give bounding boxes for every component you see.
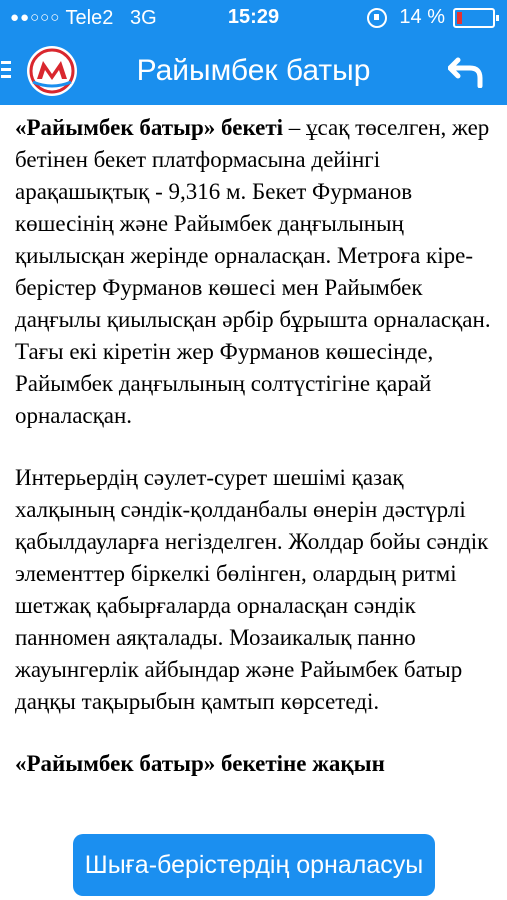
article-paragraph-1: «Райымбек батыр» бекеті – ұсақ төселген, жер бетінен бекет платформасына дейінгі арақашықтық - 9,316 м. Бекет Фурманов көшесінің және Райымбек даңғылының қиылысқан жерінде орналасқан. Метроға кіре-берістер Фурманов көшесі мен Райымбек даңғылы қиылысқан әрбір бұрышта орналасқан. Тағы екі кіретін жер Фурманов көшесінде, Райымбек даңғылының солтүстігіне қарай орналасқан. <box>15 115 491 428</box>
battery-percent: 14 % <box>399 6 445 28</box>
status-time: 15:29 <box>227 6 280 28</box>
exits-location-button[interactable]: Шыға-берістердің орналасуы <box>73 834 435 896</box>
app-header <box>0 0 507 105</box>
article-paragraph-2: Интерьердің сәулет-сурет шешімі қазақ халқының сәндік-қолданбалы өнерін дәстүрлі қабылдауларға негізделген. Жолдар бойы сәндік элементтер біркелкі бөлінген, олардың ритмі шетжақ қабырғаларда орналасқан сәндік панномен аяқталады. Мозаикалық панно жауынгерлік айбындар және Райымбек батыр даңқы тақырыбын қамтып көрсетеді. <box>15 465 489 714</box>
status-right <box>367 6 495 29</box>
signal-strength-icon: ●●○○○ <box>10 9 61 26</box>
battery-icon <box>453 8 495 28</box>
back-arrow-icon[interactable] <box>448 54 486 88</box>
station-name-bold: «Райымбек батыр» бекеті <box>15 115 284 140</box>
rotation-lock-icon <box>367 8 387 28</box>
network-type: 3G <box>130 7 157 29</box>
battery-fill <box>457 12 462 24</box>
article-subheading: «Райымбек батыр» бекетіне жақын <box>15 751 385 776</box>
status-bar <box>0 0 507 36</box>
carrier-name: Tele2 <box>65 7 114 29</box>
page-title: Райымбек батыр <box>136 54 371 87</box>
article-body <box>15 112 495 810</box>
nav-bar <box>0 36 507 105</box>
